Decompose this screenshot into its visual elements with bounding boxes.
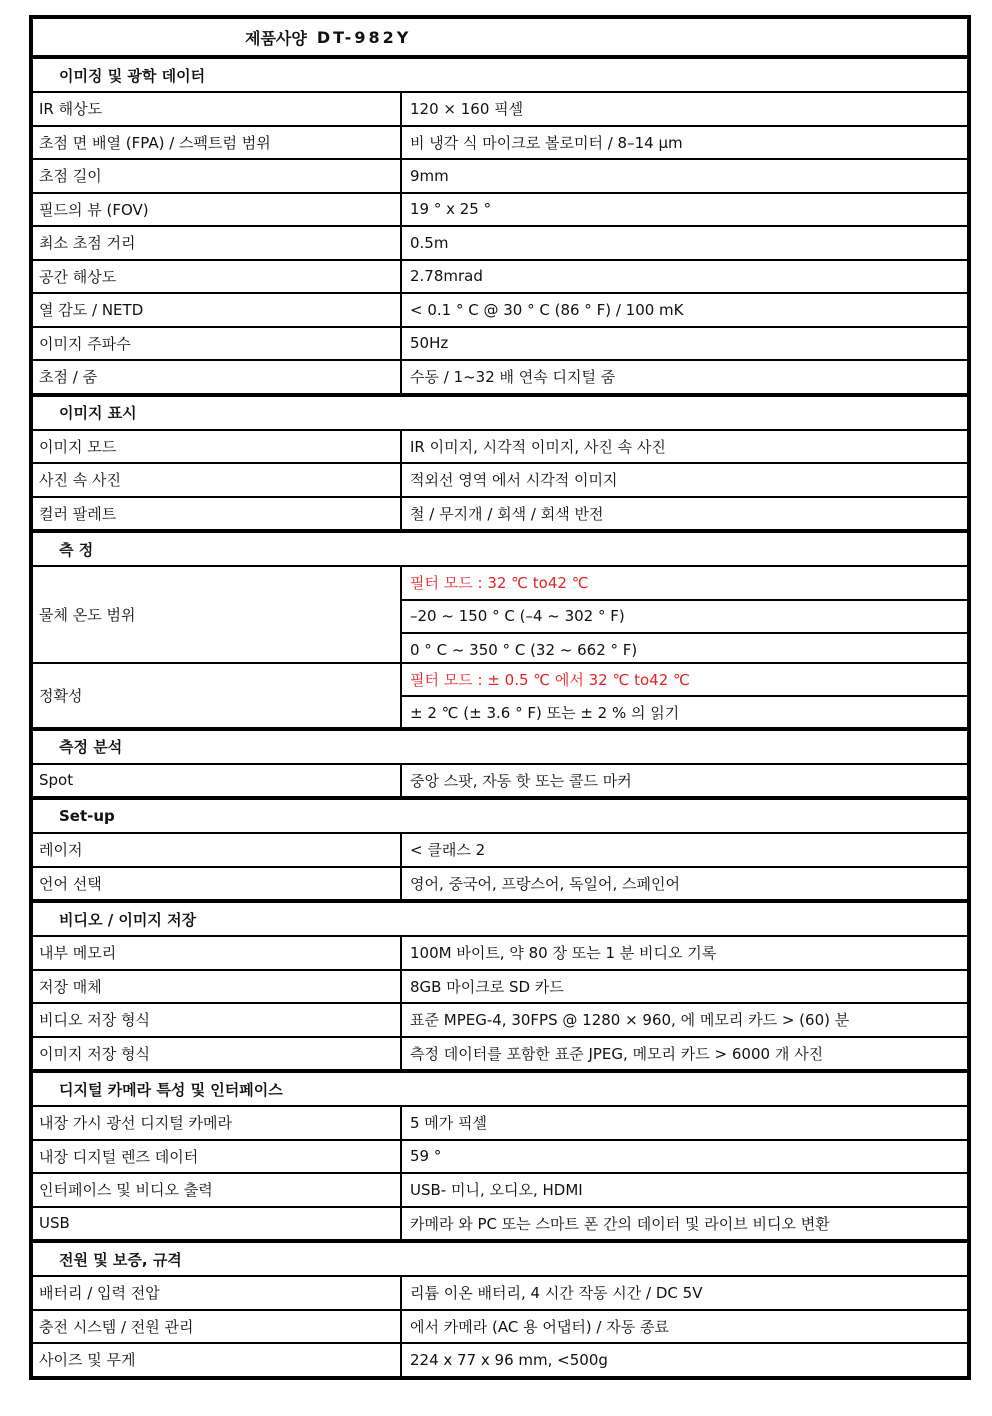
spec-title (33, 19, 967, 59)
spec-value: 2.78mrad (410, 267, 483, 286)
spec-value: 표준 MPEG-4, 30FPS @ 1280 × 960, 에 메모리 카드 > (60) 분 (410, 1011, 850, 1030)
section-heading: 이미징 및 광학 데이터 (33, 59, 967, 93)
spec-value: 8GB 마이크로 SD 카드 (410, 977, 564, 996)
spec-label: 물체 온도 범위 (33, 567, 402, 662)
spec-values (402, 227, 967, 259)
spec-label: 이미지 모드 (33, 431, 402, 463)
spec-section (33, 1073, 967, 1243)
spec-label: 필드의 뷰 (FOV) (33, 194, 402, 226)
spec-values (402, 868, 967, 900)
spec-value: 19 ° x 25 ° (410, 200, 492, 219)
spec-row (33, 971, 967, 1005)
spec-value: 필터 모드 : ± 0.5 ℃ 에서 32 ℃ to42 ℃ (402, 664, 967, 698)
spec-label: 내장 디지털 렌즈 데이터 (33, 1141, 402, 1173)
spec-label: 내장 가시 광선 디지털 카메라 (33, 1107, 402, 1139)
spec-row (33, 1311, 967, 1345)
spec-label: 컬러 팔레트 (33, 498, 402, 530)
spec-value: 0.5m (410, 233, 449, 252)
spec-value: 120 × 160 픽셀 (410, 100, 524, 119)
spec-label: 초점 / 줌 (33, 361, 402, 393)
spec-values (402, 361, 967, 393)
spec-value: IR 이미지, 시각적 이미지, 사진 속 사진 (410, 437, 666, 456)
spec-section (33, 533, 967, 731)
spec-value: < 클래스 2 (410, 841, 486, 860)
spec-values (402, 765, 967, 797)
spec-label: 초점 길이 (33, 160, 402, 192)
spec-value: 에서 카메라 (AC 용 어댑터) / 자동 종료 (410, 1317, 669, 1336)
spec-label: 내부 메모리 (33, 937, 402, 969)
spec-section (33, 731, 967, 801)
spec-value: 50Hz (410, 334, 449, 353)
spec-label: 언어 선택 (33, 868, 402, 900)
spec-values (402, 937, 967, 969)
spec-row (33, 261, 967, 295)
section-heading: 디지털 카메라 특성 및 인터페이스 (33, 1073, 967, 1107)
spec-label: 충전 시스템 / 전원 관리 (33, 1311, 402, 1343)
spec-row (33, 1141, 967, 1175)
spec-row (33, 1208, 967, 1240)
spec-sheet (29, 15, 971, 1380)
spec-row (33, 1004, 967, 1038)
spec-label: 인터페이스 및 비디오 출력 (33, 1174, 402, 1206)
spec-value: 필터 모드 : 32 ℃ to42 ℃ (402, 567, 967, 601)
spec-value: 적외선 영역 에서 시각적 이미지 (410, 471, 618, 490)
title-label: 제품사양 (245, 28, 307, 48)
spec-values (402, 464, 967, 496)
spec-sections (33, 59, 967, 1376)
spec-values (402, 664, 967, 727)
spec-value: 카메라 와 PC 또는 스마트 폰 간의 데이터 및 라이브 비디오 변환 (410, 1214, 830, 1233)
spec-values (402, 1208, 967, 1240)
spec-row (33, 361, 967, 393)
spec-values (402, 1344, 967, 1376)
spec-values (402, 1038, 967, 1070)
spec-value: 철 / 무지개 / 회색 / 회색 반전 (410, 504, 604, 523)
spec-section (33, 59, 967, 397)
spec-row (33, 1174, 967, 1208)
subsection-heading: 비디오 / 이미지 저장 (33, 901, 967, 937)
spec-label: 비디오 저장 형식 (33, 1004, 402, 1036)
spec-values (402, 194, 967, 226)
spec-label: 공간 해상도 (33, 261, 402, 293)
spec-row (33, 664, 967, 727)
spec-values (402, 1004, 967, 1036)
spec-row (33, 227, 967, 261)
section-heading: 측 정 (33, 533, 967, 567)
spec-values (402, 1311, 967, 1343)
spec-row (33, 431, 967, 465)
spec-label: Spot (33, 765, 402, 797)
spec-label: 초점 면 배열 (FPA) / 스펙트럼 범위 (33, 127, 402, 159)
spec-value: 9mm (410, 166, 449, 185)
spec-value: 224 x 77 x 96 mm, <500g (410, 1350, 608, 1369)
spec-label: 이미지 저장 형식 (33, 1038, 402, 1070)
spec-row (33, 127, 967, 161)
section-heading: 이미지 표시 (33, 397, 967, 431)
spec-label: 레이저 (33, 834, 402, 866)
section-heading: Set-up (33, 800, 967, 834)
spec-value: 측정 데이터를 포함한 표준 JPEG, 메모리 카드 > 6000 개 사진 (410, 1044, 824, 1063)
spec-values (402, 498, 967, 530)
spec-row (33, 1038, 967, 1070)
spec-values (402, 1277, 967, 1309)
spec-label: 정확성 (33, 664, 402, 727)
spec-row (33, 194, 967, 228)
spec-row (33, 1344, 967, 1376)
spec-section (33, 1243, 967, 1376)
spec-row (33, 160, 967, 194)
spec-row (33, 765, 967, 797)
spec-values (402, 261, 967, 293)
spec-row (33, 93, 967, 127)
spec-values (402, 567, 967, 662)
spec-values (402, 328, 967, 360)
spec-row (33, 567, 967, 664)
spec-value: 수동 / 1~32 배 연속 디지털 줌 (410, 368, 616, 387)
spec-row (33, 1107, 967, 1141)
spec-values (402, 160, 967, 192)
spec-label: IR 해상도 (33, 93, 402, 125)
spec-label: 저장 매체 (33, 971, 402, 1003)
model-number: DT-982Y (316, 27, 412, 47)
spec-values (402, 93, 967, 125)
spec-section (33, 800, 967, 1073)
spec-value: 비 냉각 식 마이크로 볼로미터 / 8–14 μm (410, 133, 683, 152)
spec-values (402, 431, 967, 463)
spec-value: 중앙 스팟, 자동 핫 또는 콜드 마커 (410, 771, 632, 790)
spec-values (402, 1107, 967, 1139)
spec-values (402, 1141, 967, 1173)
spec-row (33, 464, 967, 498)
spec-value: 영어, 중국어, 프랑스어, 독일어, 스페인어 (410, 874, 680, 893)
spec-row (33, 328, 967, 362)
spec-row (33, 834, 967, 868)
spec-label: 최소 초점 거리 (33, 227, 402, 259)
spec-row (33, 498, 967, 530)
spec-value: –20 ~ 150 ° C (–4 ~ 302 ° F) (402, 601, 967, 635)
spec-label: 사이즈 및 무게 (33, 1344, 402, 1376)
section-heading: 전원 및 보증, 규격 (33, 1243, 967, 1277)
spec-label: 열 감도 / NETD (33, 294, 402, 326)
spec-value: < 0.1 ° C @ 30 ° C (86 ° F) / 100 mK (410, 300, 684, 319)
spec-label: 이미지 주파수 (33, 328, 402, 360)
spec-value: 5 메가 픽셀 (410, 1114, 488, 1133)
spec-label: 사진 속 사진 (33, 464, 402, 496)
section-heading: 측정 분석 (33, 731, 967, 765)
spec-row (33, 868, 967, 902)
spec-section (33, 397, 967, 534)
spec-values (402, 971, 967, 1003)
spec-values (402, 834, 967, 866)
spec-row (33, 1277, 967, 1311)
spec-value: 59 ° (410, 1147, 442, 1166)
spec-values (402, 294, 967, 326)
spec-value: 리튬 이온 배터리, 4 시간 작동 시간 / DC 5V (410, 1284, 703, 1303)
spec-row (33, 937, 967, 971)
spec-label: USB (33, 1208, 402, 1240)
spec-values (402, 127, 967, 159)
spec-value: USB- 미니, 오디오, HDMI (410, 1181, 583, 1200)
spec-value: 100M 바이트, 약 80 장 또는 1 분 비디오 기록 (410, 944, 717, 963)
spec-value: 0 ° C ~ 350 ° C (32 ~ 662 ° F) (410, 640, 638, 659)
spec-values (402, 1174, 967, 1206)
spec-value: ± 2 ℃ (± 3.6 ° F) 또는 ± 2 % 의 읽기 (410, 704, 680, 723)
spec-row (33, 294, 967, 328)
spec-label: 배터리 / 입력 전압 (33, 1277, 402, 1309)
